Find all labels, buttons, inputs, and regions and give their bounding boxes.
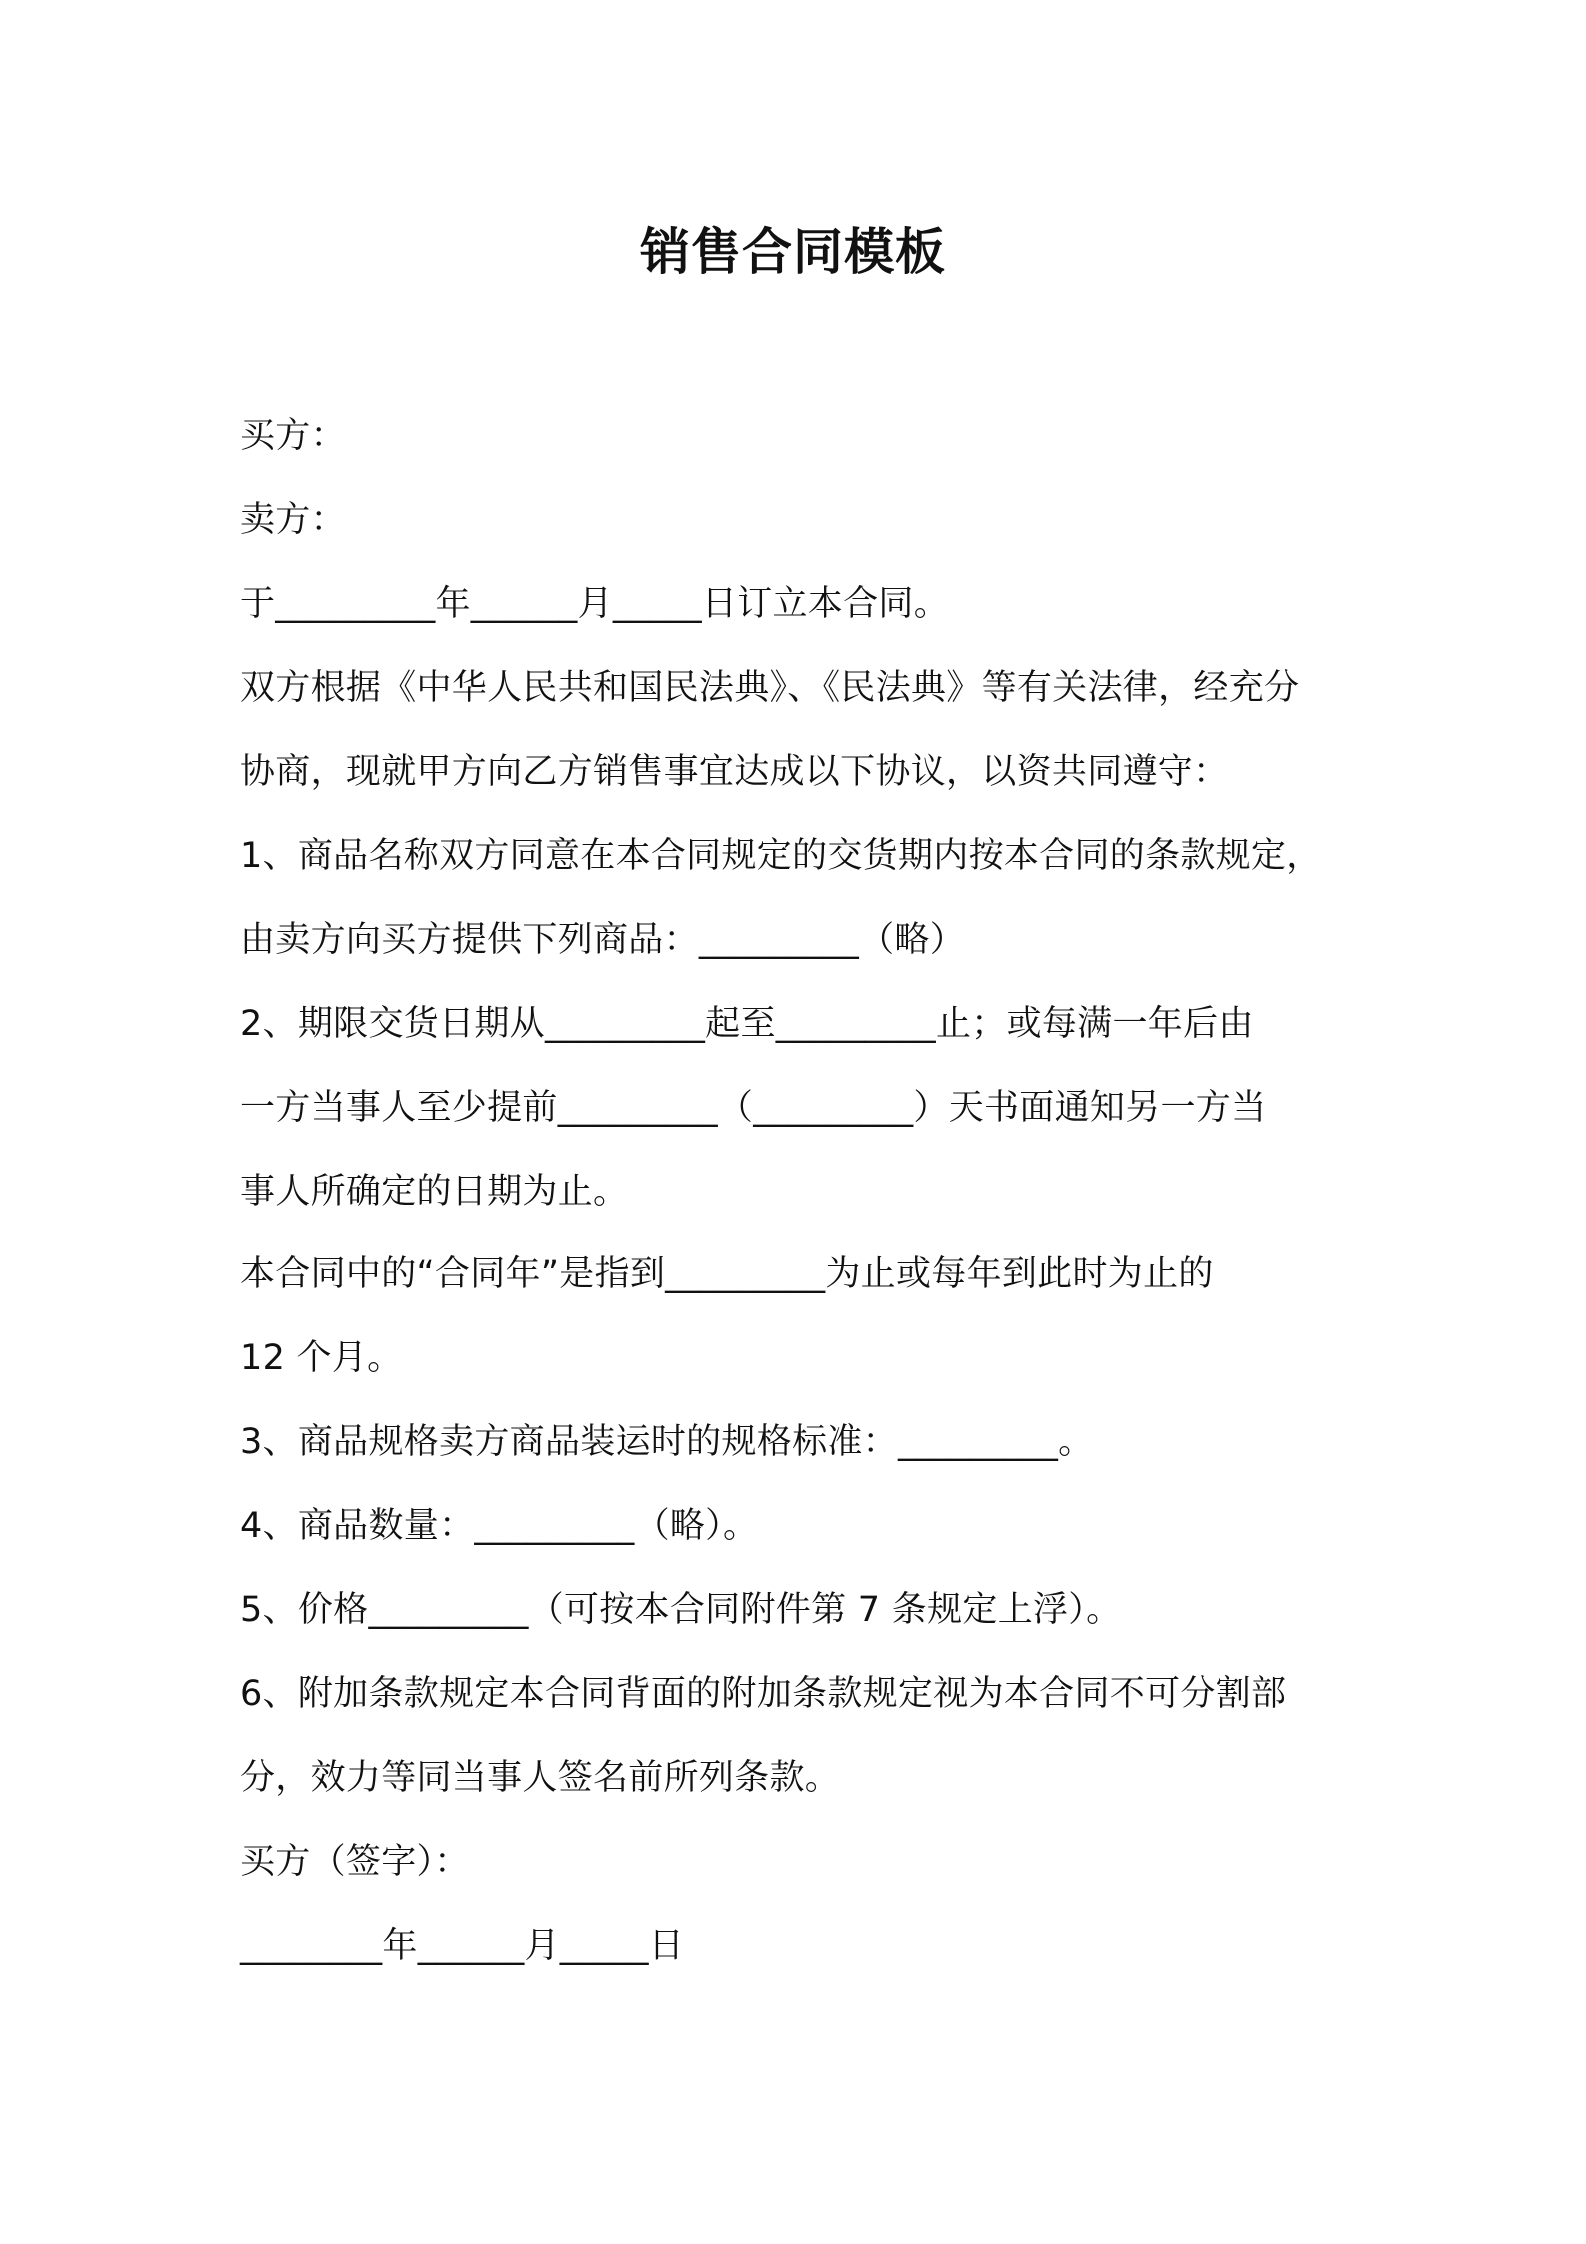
clause-1-line-2: 由卖方向买方提供下列商品：_________（略） [240, 920, 966, 960]
buyer-signature-line: 买方（签字）： [240, 1842, 470, 1882]
clause-2-line-2: 一方当事人至少提前_________（_________）天书面通知另一方当 [240, 1088, 1267, 1128]
preamble-line-1: 双方根据《中华人民共和国民法典》、《民法典》等有关法律，经充分 [240, 668, 1300, 708]
contract-year-line-1: 本合同中的“合同年”是指到_________为止或每年到此时为止的 [240, 1254, 1214, 1294]
contract-year-line-2: 12 个月。 [240, 1338, 403, 1378]
clause-1-line-1: 1、商品名称双方同意在本合同规定的交货期内按本合同的条款规定， [240, 836, 1322, 876]
buyer-line: 买方： [240, 416, 346, 456]
preamble-line-2: 协商，现就甲方向乙方销售事宜达成以下协议，以资共同遵守： [240, 752, 1229, 792]
signature-date-line: ________年______月_____日 [240, 1926, 685, 1966]
clause-6-line-1: 6、附加条款规定本合同背面的附加条款规定视为本合同不可分割部 [240, 1674, 1287, 1714]
clause-2-line-1: 2、期限交货日期从_________起至_________止；或每满一年后由 [240, 1004, 1254, 1044]
document-title: 销售合同模板 [640, 223, 946, 281]
clause-5-line: 5、价格_________（可按本合同附件第 7 条规定上浮）。 [240, 1590, 1122, 1630]
clause-4-line: 4、商品数量：_________（略）。 [240, 1506, 759, 1546]
seller-line: 卖方： [240, 500, 346, 540]
signing-date-line: 于_________年______月_____日订立本合同。 [240, 584, 950, 624]
clause-2-line-3: 事人所确定的日期为止。 [240, 1172, 629, 1212]
clause-3-line: 3、商品规格卖方商品装运时的规格标准：_________。 [240, 1422, 1094, 1462]
clause-6-line-2: 分，效力等同当事人签名前所列条款。 [240, 1758, 841, 1798]
